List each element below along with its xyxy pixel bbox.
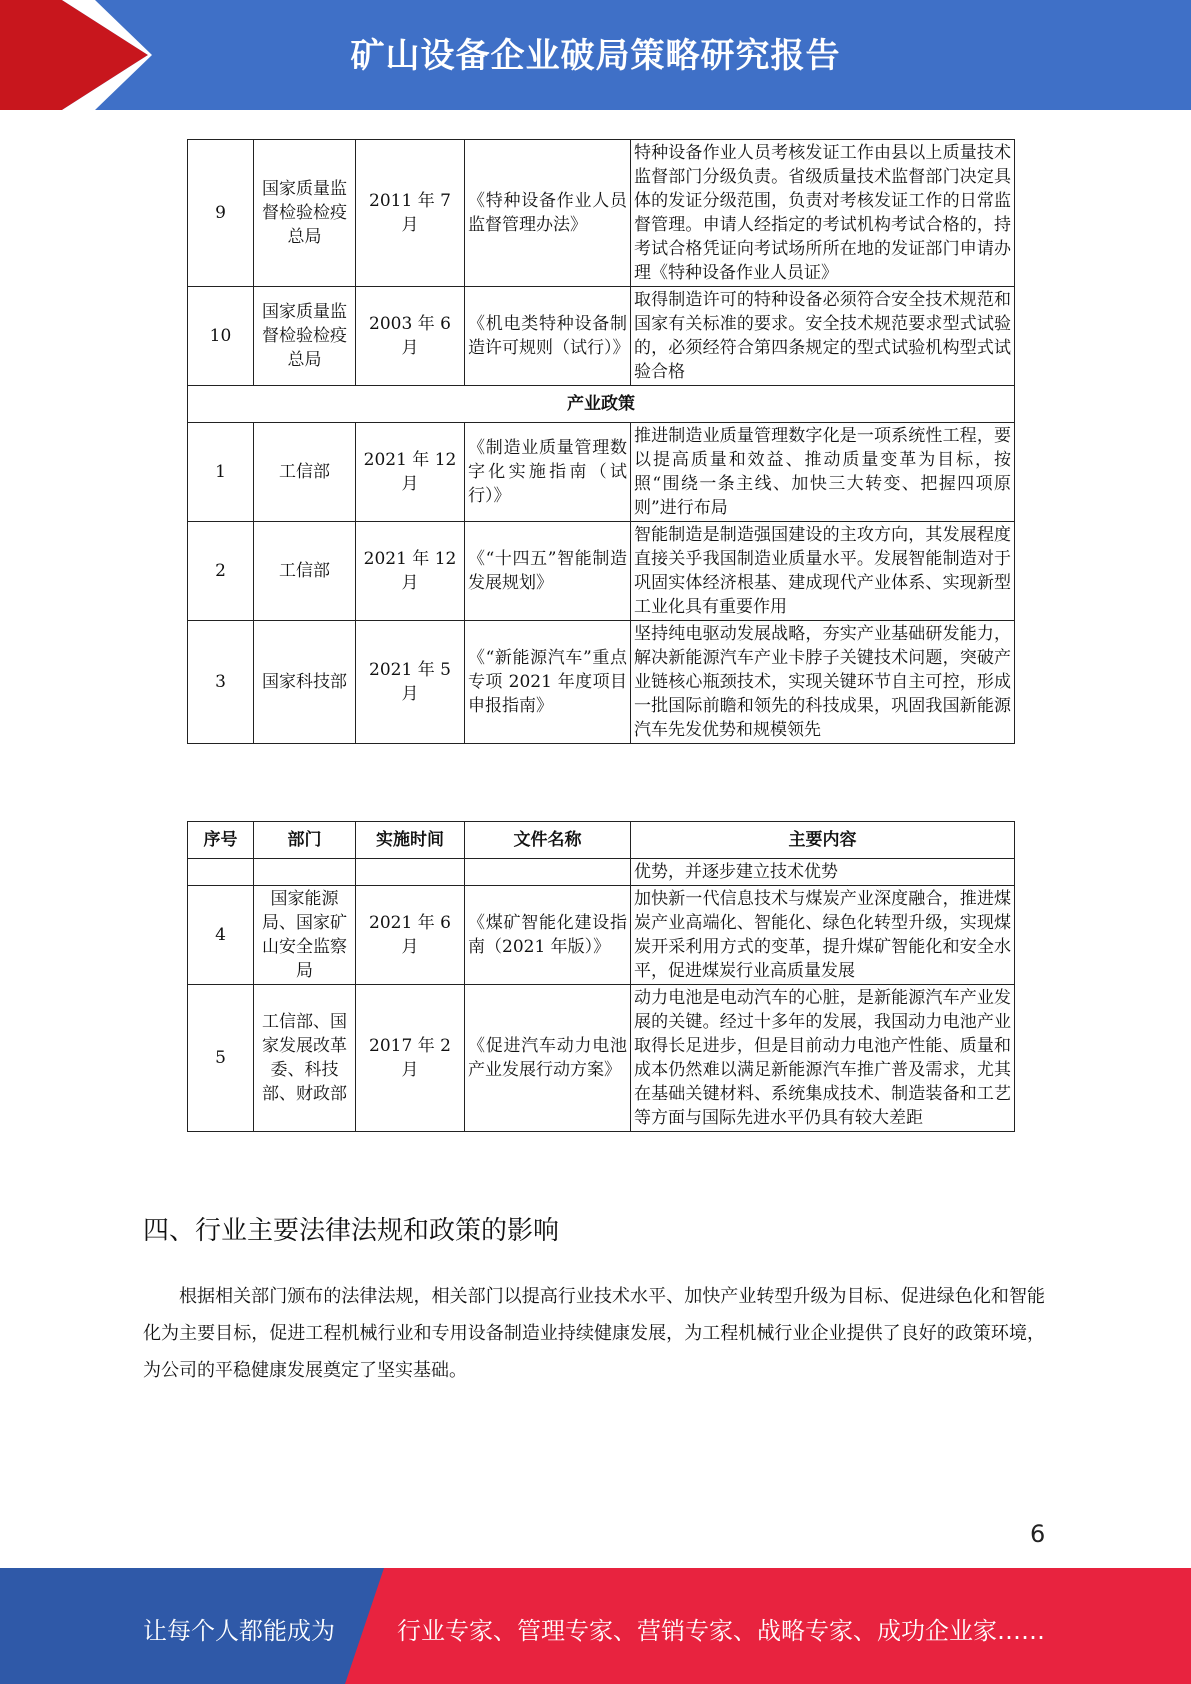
table-row (188, 287, 1015, 386)
policy-table (187, 821, 1015, 1132)
continuation-row (188, 859, 1015, 886)
main-content-cell: 加快新一代信息技术与煤炭产业深度融合，推进煤炭产业高端化、智能化、绿色化转型升级，实现煤炭开采利用方式的变革，提升煤矿智能化和安全水平，促进煤炭行业高质量发展 (631, 886, 1015, 985)
section-heading: 四、行业主要法律法规和政策的影响 (143, 1216, 560, 1246)
department-cell: 工信部、国家发展改革委、科技部、财政部 (254, 985, 356, 1132)
date-cell: 2021 年 12 月 (356, 522, 465, 621)
report-title: 矿山设备企业破局策略研究报告 (350, 36, 841, 76)
continuation-text: 优势，并逐步建立技术优势 (631, 859, 1015, 886)
document-name-cell: 《机电类特种设备制造许可规则（试行）》 (465, 287, 631, 386)
document-name-cell: 《制造业质量管理数字化实施指南（试行）》 (465, 423, 631, 522)
document-name-cell: 《促进汽车动力电池产业发展行动方案》 (465, 985, 631, 1132)
document-name-cell: 《“十四五”智能制造发展规划》 (465, 522, 631, 621)
department-cell: 国家质量监督检验检疫总局 (254, 140, 356, 287)
footer-slogan-right: 行业专家、管理专家、营销专家、战略专家、成功企业家…… (397, 1617, 1045, 1645)
document-name-cell: 《“新能源汽车”重点专项 2021 年度项目申报指南》 (465, 621, 631, 744)
table-header-row (188, 822, 1015, 859)
row-number: 9 (188, 140, 254, 287)
header-content: 主要内容 (631, 822, 1015, 859)
main-content-cell: 特种设备作业人员考核发证工作由县以上质量技术监督部门分级负责。省级质量技术监督部门决定具体的发证分级范围，负责对考核发证工作的日常监督管理。申请人经指定的考试机构考试合格的，持考试合格凭证向考试场所所在地的发证部门申请办理《特种设备作业人员证》 (631, 140, 1015, 287)
row-number: 1 (188, 423, 254, 522)
header-dept: 部门 (254, 822, 356, 859)
row-number: 2 (188, 522, 254, 621)
footer-banner (0, 1568, 1191, 1684)
table-row (188, 522, 1015, 621)
department-cell: 国家质量监督检验检疫总局 (254, 287, 356, 386)
header-no: 序号 (188, 822, 254, 859)
main-content-cell: 坚持纯电驱动发展战略，夯实产业基础研发能力，解决新能源汽车产业卡脖子关键技术问题，突破产业链核心瓶颈技术，实现关键环节自主可控，形成一批国际前瞻和领先的科技成果，巩固我国新能源汽车先发优势和规模领先 (631, 621, 1015, 744)
table-row (188, 621, 1015, 744)
table-row (188, 140, 1015, 287)
main-content-cell: 动力电池是电动汽车的心脏，是新能源汽车产业发展的关键。经过十多年的发展，我国动力电池产业取得长足进步，但是目前动力电池产性能、质量和成本仍然难以满足新能源汽车推广普及需求，尤其在基础关键材料、系统集成技术、制造装备和工艺等方面与国际先进水平仍具有较大差距 (631, 985, 1015, 1132)
header-banner (0, 0, 1191, 110)
table-row (188, 423, 1015, 522)
main-content-cell: 取得制造许可的特种设备必须符合安全技术规范和国家有关标准的要求。安全技术规范要求型式试验的，必须经符合第四条规定的型式试验机构型式试验合格 (631, 287, 1015, 386)
department-cell: 工信部 (254, 522, 356, 621)
main-content-cell: 智能制造是制造强国建设的主攻方向，其发展程度直接关乎我国制造业质量水平。发展智能制造对于巩固实体经济根基、建成现代产业体系、实现新型工业化具有重要作用 (631, 522, 1015, 621)
body-paragraph: 根据相关部门颁布的法律法规，相关部门以提高行业技术水平、加快产业转型升级为目标、促进绿色化和智能化为主要目标，促进工程机械行业和专用设备制造业持续健康发展，为工程机械行业企业提供了良好的政策环境，为公司的平稳健康发展奠定了坚实基础。 (143, 1286, 1045, 1381)
date-cell: 2021 年 6 月 (356, 886, 465, 985)
table-row (188, 886, 1015, 985)
date-cell: 2011 年 7 月 (356, 140, 465, 287)
document-name-cell: 《煤矿智能化建设指南（2021 年版）》 (465, 886, 631, 985)
date-cell: 2017 年 2 月 (356, 985, 465, 1132)
row-number: 3 (188, 621, 254, 744)
policy-table-continued (187, 139, 1015, 744)
table-row (188, 985, 1015, 1132)
row-number: 5 (188, 985, 254, 1132)
footer-slogan-left: 让每个人都能成为 (143, 1617, 335, 1645)
department-cell: 国家科技部 (254, 621, 356, 744)
date-cell: 2021 年 5 月 (356, 621, 465, 744)
header-date: 实施时间 (356, 822, 465, 859)
date-cell: 2003 年 6 月 (356, 287, 465, 386)
department-cell: 工信部 (254, 423, 356, 522)
row-number: 4 (188, 886, 254, 985)
department-cell: 国家能源局、国家矿山安全监察局 (254, 886, 356, 985)
header-doc: 文件名称 (465, 822, 631, 859)
section-row (188, 386, 1015, 423)
section-label: 产业政策 (188, 386, 1015, 423)
row-number: 10 (188, 287, 254, 386)
document-name-cell: 《特种设备作业人员监督管理办法》 (465, 140, 631, 287)
date-cell: 2021 年 12 月 (356, 423, 465, 522)
main-content-cell: 推进制造业质量管理数字化是一项系统性工程，要以提高质量和效益、推动质量变革为目标，按照“围绕一条主线、加快三大转变、把握四项原则”进行布局 (631, 423, 1015, 522)
page-number: 6 (1030, 1520, 1046, 1548)
